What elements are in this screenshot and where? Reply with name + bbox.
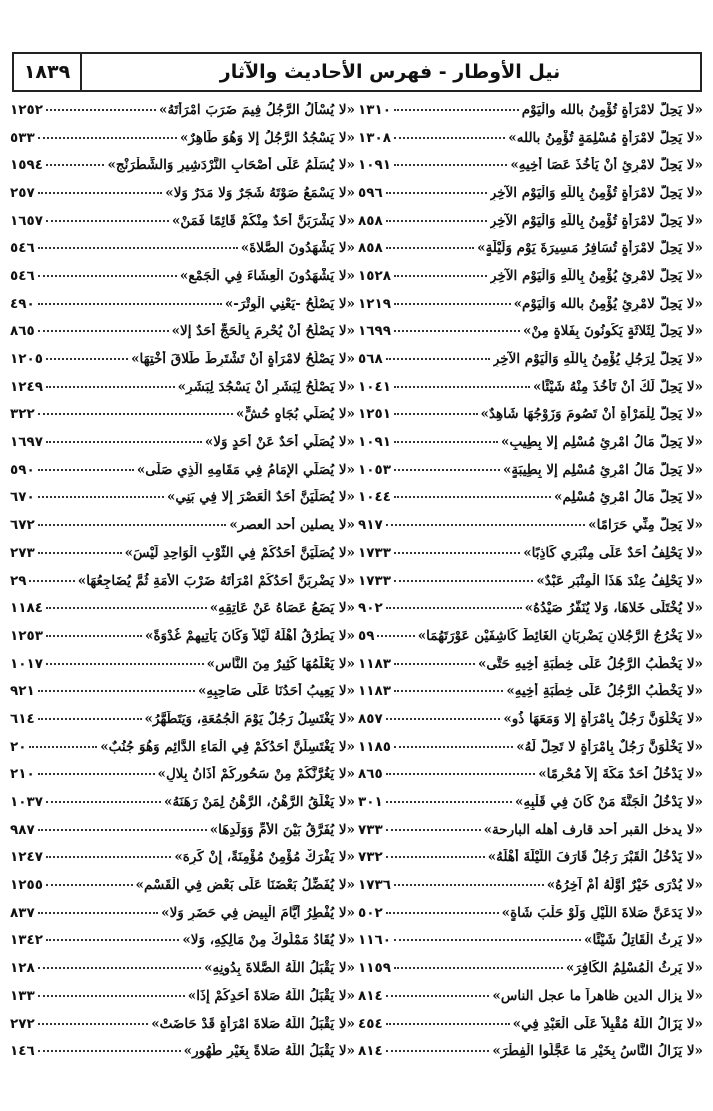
hadith-text: «لا يَقْبَلُ اللَّهُ صَلاةَ امْرَأَةٍ قَدْ حَاضَتْ»	[151, 1015, 355, 1032]
index-entry	[358, 1010, 703, 1038]
dot-leader	[386, 1050, 490, 1052]
index-entry	[10, 733, 355, 761]
page-reference: ٢١٠	[10, 766, 35, 783]
index-entry	[10, 567, 355, 595]
index-entry	[358, 234, 703, 262]
index-entry	[358, 733, 703, 761]
page-reference: ١٠٤١	[358, 378, 391, 395]
index-entry	[10, 290, 355, 318]
index-entry	[358, 954, 703, 982]
dot-leader	[386, 524, 585, 526]
index-entry	[10, 511, 355, 539]
index-entry	[358, 788, 703, 816]
dot-leader	[46, 939, 179, 941]
dot-leader	[38, 552, 122, 554]
page-reference: ١١٦٠	[358, 932, 391, 949]
dot-leader	[38, 718, 142, 720]
page-reference: ٣٢٢	[10, 406, 35, 423]
dot-leader	[46, 663, 204, 665]
hadith-text: «لا يَحِلُّ مَالُ امْرِئٍ مُسْلِمٍ إلا بِطِيبَةٍ»	[502, 461, 703, 478]
page-reference: ١٣٠٨	[358, 129, 391, 146]
hadith-text: «لا يدخل القبر أحد قارف أهله البارحة»	[483, 821, 703, 838]
page-reference: ١٦٥٧	[10, 212, 43, 229]
page-reference: ٨٣٧	[10, 904, 35, 921]
dot-leader	[46, 164, 105, 166]
index-entry	[358, 262, 703, 290]
index-entry	[358, 899, 703, 927]
page-reference: ١٥٢٨	[358, 267, 391, 284]
hadith-text: «لا يَسْمَعُ صَوْتَهُ شَجَرٌ وَلا مَدَرٌ وَلا»	[165, 184, 355, 201]
index-entry	[358, 816, 703, 844]
dot-leader	[46, 607, 207, 609]
hadith-text: «لا يَشْرَبَنَّ أَحَدٌ مِنْكُمْ قَائِمًا فَمَنْ»	[171, 212, 355, 229]
index-entry	[10, 373, 355, 401]
hadith-text: «لا يُدْرَى خَيْرٌ أَوَّلُهُ أَمْ آخِرُهُ»	[546, 877, 703, 894]
index-entry	[10, 484, 355, 512]
page-reference: ٤٩٠	[10, 295, 35, 312]
index-entry	[10, 816, 355, 844]
dot-leader	[38, 413, 233, 415]
index-entry	[358, 871, 703, 899]
hadith-text: «لا يَحِلُّ لِرَجُلٍ يُؤْمِنُ بِاللَّهِ وَالْيَوْمِ الآخِرِ	[492, 351, 703, 368]
page-reference: ١١٥٩	[358, 960, 391, 977]
hadith-text: «لا يَحِلُّ مِنِّي حَرَامًا»	[588, 517, 703, 534]
page-reference: ٣٠١	[358, 794, 383, 811]
index-entry	[10, 124, 355, 152]
hadith-text: «لا يَحِلُّ مَالُ امْرِئٍ مُسْلِمٍ إلا بِطِيبِ»	[501, 434, 703, 451]
index-entry	[358, 982, 703, 1010]
dot-leader	[386, 801, 512, 803]
index-entry	[10, 1010, 355, 1038]
dot-leader	[386, 607, 522, 609]
hadith-text: «لا يُصَلِّيَنَّ أَحَدٌ الْعَصْرَ إلا فِي بَنِي»	[166, 489, 355, 506]
hadith-text: «لا يَضْرِبَنَّ أَحَدُكُمْ امْرَأَتَهُ ضَرْبَ الأَمَةِ ثُمَّ يُضَاجِعُهَا»	[77, 572, 355, 589]
dot-leader	[386, 995, 490, 997]
dot-leader	[377, 635, 414, 637]
dot-leader	[394, 496, 551, 498]
index-entry	[10, 594, 355, 622]
page-reference: ٦٧٠	[10, 489, 35, 506]
dot-leader	[38, 1050, 181, 1052]
dot-leader	[386, 358, 490, 360]
dot-leader	[386, 1023, 510, 1025]
page-reference: ١٠١٧	[10, 655, 43, 672]
hadith-text: «لا يَطْرُقُ أَهْلَهُ لَيْلاً وَكَانَ يَأْتِيهِمْ غُدْوَةً»	[145, 627, 355, 644]
index-entry	[358, 567, 703, 595]
hadith-text: «لا يَعْلَمُهَا كَثِيرٌ مِنَ النَّاسِ»	[206, 655, 355, 672]
dot-leader	[394, 441, 498, 443]
index-entry	[358, 124, 703, 152]
dot-leader	[394, 413, 478, 415]
page-reference: ٤٥٤	[358, 1015, 383, 1032]
page-reference: ١٣٣	[10, 987, 35, 1004]
hadith-text: «لا يَفْرَكْ مُؤْمِنٌ مُؤْمِنَةً، إِنْ كَرِهَ»	[174, 849, 355, 866]
hadith-text: «لا يَخْطُبُ الرَّجُلُ عَلَى خِطْبَةِ أَخِيهِ حَتَّى»	[477, 655, 703, 672]
index-entry	[358, 539, 703, 567]
page-reference: ٢٥٧	[10, 184, 35, 201]
hadith-text: «لا يَحْلِفُ عِنْدَ هَذَا الْمِنْبَرِ عَبْدٌ»	[536, 572, 703, 589]
hadith-text: «لا يَحِلُّ لامْرَأَةٍ مُسْلِمَةٍ تُؤْمِنُ بالله»	[508, 129, 703, 146]
hadith-text: «لا يَحِلُّ لامْرَأَةٍ تُؤْمِنُ بِاللَّهِ وَالْيَوْمِ الآخِرِ	[489, 184, 703, 201]
page-reference: ١٧٣٣	[358, 544, 391, 561]
hadith-text: «لا يزال الدين ظاهراً ما عجل الناس»	[492, 987, 703, 1004]
dot-leader	[38, 995, 185, 997]
dot-leader	[38, 524, 227, 526]
hadith-text: «لا يُصَلِّي أَحَدٌ عَنْ أَحَدٍ وَلا»	[204, 434, 355, 451]
index-entry	[358, 511, 703, 539]
dot-leader	[394, 746, 513, 748]
hadith-text: «لا يَدَعَنَّ صَلاةَ اللَّيْلِ وَلَوْ حَلْبَ شَاةٍ»	[501, 904, 703, 921]
page-reference: ١١٨٤	[10, 600, 43, 617]
page-reference: ١٢٨	[10, 960, 35, 977]
index-entry	[10, 705, 355, 733]
page-reference: ٥٩٠	[10, 461, 35, 478]
dot-leader	[38, 690, 195, 692]
page-reference: ١٥٩٤	[10, 157, 43, 174]
index-entry	[10, 677, 355, 705]
dot-leader	[46, 856, 171, 858]
index-entry	[358, 705, 703, 733]
page-reference: ٢٧٣	[10, 544, 35, 561]
dot-leader	[394, 275, 487, 277]
dot-leader	[46, 801, 161, 803]
hadith-text: «لا يَرِثُ الْقَاتِلُ شَيْئًا»	[584, 932, 703, 949]
index-entry	[10, 622, 355, 650]
hadith-text: «لا يَدْخُلُ الْجَنَّةَ مَنْ كَانَ فِي قَلْبِهِ»	[515, 794, 703, 811]
dot-leader	[386, 829, 481, 831]
page-reference: ٥٤٦	[10, 240, 35, 257]
index-entry	[358, 290, 703, 318]
hadith-text: «لا يَقْبَلُ اللَّهُ صَلاةً بِغَيْرِ طُهُورٍ»	[183, 1043, 355, 1060]
index-entry	[10, 871, 355, 899]
index-entry	[10, 844, 355, 872]
page-reference: ٢٧٢	[10, 1015, 35, 1032]
dot-leader	[38, 967, 201, 969]
page-reference: ١٢٤٧	[10, 849, 43, 866]
dot-leader	[29, 580, 74, 582]
hadith-text: «لا يَحِلُّ مَالُ امْرِئٍ مُسْلِمٍ»	[554, 489, 703, 506]
index-entry	[358, 96, 703, 124]
index-entry	[10, 345, 355, 373]
index-entry	[358, 594, 703, 622]
page-reference: ١٧٣٦	[358, 877, 391, 894]
dot-leader	[394, 967, 563, 969]
page-reference: ٥٩	[358, 627, 375, 644]
dot-leader	[38, 496, 164, 498]
index-entry	[358, 318, 703, 346]
page-reference: ١٢٥٣	[10, 627, 43, 644]
dot-leader	[386, 247, 474, 249]
index-entry	[358, 373, 703, 401]
page-reference: ٨٥٨	[358, 240, 383, 257]
index-entry	[10, 982, 355, 1010]
page-reference: ٩١٧	[358, 517, 383, 534]
hadith-text: «لا يَشْهَدُونَ الْعِشَاءَ فِي الْجَمْعِ»	[179, 267, 355, 284]
dot-leader	[394, 939, 581, 941]
page-reference: ١٤٦	[10, 1043, 35, 1060]
index-entry	[358, 151, 703, 179]
hadith-text: «لا يَغْتَسِلَنَّ أَحَدُكُمْ فِي الْمَاءِ الدَّائِمِ وَهُوَ جُنُبٌ»	[100, 738, 355, 755]
page-reference: ١٢٥٥	[10, 877, 43, 894]
index-entry	[10, 761, 355, 789]
hadith-text: «لا يَصْلُحُ أَنْ يُحْرِمَ بِالْحَجِّ أَحَدٌ إلا»	[171, 323, 355, 340]
hadith-text: «لا يُقَادُ مَمْلُوكٌ مِنْ مَالِكِهِ، وَلا»	[182, 932, 355, 949]
page-reference: ١٢٠٥	[10, 351, 43, 368]
dot-leader	[386, 718, 501, 720]
index-entry	[10, 401, 355, 429]
dot-leader	[46, 358, 128, 360]
dot-leader	[394, 663, 475, 665]
page-number: ١٨٣٩	[14, 54, 82, 90]
dot-leader	[38, 192, 163, 194]
page-reference: ٨٦٥	[10, 323, 35, 340]
index-entry	[358, 927, 703, 955]
page-reference: ٩٨٧	[10, 821, 35, 838]
dot-leader	[386, 912, 499, 914]
dot-leader	[386, 192, 487, 194]
page-reference: ٧٣٣	[358, 821, 383, 838]
page-reference: ١٠٤٤	[358, 489, 391, 506]
page-reference: ٦١٤	[10, 710, 35, 727]
hadith-text: «لا يَرِثُ الْمُسْلِمُ الكَافِرَ»	[565, 960, 703, 977]
page-reference: ١٦٩٩	[358, 323, 391, 340]
hadith-text: «لا يَغْتَسِلُ رَجُلٌ يَوْمَ الْجُمُعَةِ، وَيَتَطَهَّرُ»	[144, 710, 355, 727]
hadith-text: «لا يَقْبَلُ اللَّهُ صَلاةَ أَحَدِكُمْ إِذَا»	[187, 987, 355, 1004]
page-reference: ١١٨٣	[358, 655, 391, 672]
hadith-text: «لا يُصَلِّيَنَّ أَحَدُكُمْ فِي الثَّوْبِ الْوَاحِدِ لَيْسَ»	[124, 544, 355, 561]
page-reference: ٦٧٢	[10, 517, 35, 534]
dot-leader	[38, 1023, 148, 1025]
dot-leader	[394, 303, 511, 305]
dot-leader	[394, 330, 520, 332]
hadith-text: «لا يَخْلُوَنَّ رَجُلٌ بِامْرَأَةٍ إلا وَمَعَهَا ذُو»	[503, 710, 703, 727]
page-reference: ٩٠٢	[358, 600, 383, 617]
hadith-text: «لا يَحِلُّ لِلْمَرْأَةِ أَنْ تَصُومَ وَزَوْجُهَا شَاهِدٌ»	[480, 406, 703, 423]
index-entry	[358, 622, 703, 650]
page-reference: ١٣٤٢	[10, 932, 43, 949]
dot-leader	[394, 164, 507, 166]
dot-leader	[394, 137, 505, 139]
dot-leader	[394, 109, 519, 111]
hadith-text: «لا يَحْلِفُ أَحَدٌ عَلَى مِنْبَرِي كَاذِبًا»	[523, 544, 703, 561]
hadith-text: «لا يَصْلُحُ لامْرَأَةٍ أَنْ تَشْتَرِطَ طَلاقَ أُخْتِهَا»	[131, 351, 355, 368]
index-entry	[10, 539, 355, 567]
page-reference: ١٣١٠	[358, 101, 391, 118]
index-entry	[358, 650, 703, 678]
page-reference: ١٧٣٣	[358, 572, 391, 589]
index-entry	[10, 151, 355, 179]
dot-leader	[29, 746, 97, 748]
page-reference: ٨٥٧	[358, 710, 383, 727]
hadith-text: «لا يَحِلُّ لَكَ أَنْ تَأْخُذَ مِنْهُ شَيْئًا»	[532, 378, 703, 395]
hadith-text: «لا يَخْلُوَنَّ رَجُلٌ بِامْرَأَةٍ لا تَحِلُّ لَهُ»	[516, 738, 703, 755]
hadith-text: «لا يَصْلُحُ لِبَشَرٍ أَنْ يَسْجُدَ لِبَشَرٍ»	[177, 378, 355, 395]
page-reference: ٢٠	[10, 738, 27, 755]
page-reference: ٥٠٢	[358, 904, 383, 921]
index-entry	[10, 1037, 355, 1065]
hadith-text: «لا يُفَرَّقُ بَيْنَ الأُمِّ وَوَلَدِهَا»	[209, 821, 355, 838]
page-reference: ١٠٩١	[358, 157, 391, 174]
page-reference: ١٢١٩	[358, 295, 391, 312]
index-entry	[10, 650, 355, 678]
dot-leader	[386, 856, 485, 858]
hadith-text: «لا يَحِلُّ لامْرَأَةٍ تُسَافِرُ مَسِيرَةَ يَوْمٍ وَلَيْلَةٍ»	[477, 240, 703, 257]
page-reference: ١٢٥٢	[10, 101, 43, 118]
dot-leader	[394, 690, 503, 692]
page-reference: ٨٦٥	[358, 766, 383, 783]
index-entry	[10, 428, 355, 456]
index-entry	[10, 456, 355, 484]
index-entry	[358, 761, 703, 789]
page-reference: ١١٨٣	[358, 683, 391, 700]
index-entry	[10, 954, 355, 982]
hadith-text: «لا يُصَلِّي بُجَاهٍ حُشٍّ»	[235, 406, 355, 423]
index-entry	[10, 179, 355, 207]
page-reference: ٨١٤	[358, 1043, 383, 1060]
dot-leader	[38, 137, 177, 139]
index-entry	[10, 262, 355, 290]
hadith-text: «لا يَضَعُ عَصَاهُ عَنْ عَاتِقِهِ»	[209, 600, 355, 617]
index-entry	[10, 899, 355, 927]
hadith-text: «لا يَحِلُّ لامْرَأَةٍ تُؤْمِنُ بالله والْيَوْمِ	[521, 101, 703, 118]
hadith-text: «لا يَشْهَدُونَ الصَّلاةَ»	[240, 240, 355, 257]
dot-leader	[38, 275, 177, 277]
hadith-text: «لا يَحِلُّ لامْرِئٍ يُؤْمِنُ بالله وَالْيَوْمِ»	[513, 295, 703, 312]
hadith-text: «لا يُصَلِّي الإِمَامُ فِي مَقَامِهِ الَّذِي صَلَّى»	[136, 461, 355, 478]
hadith-text: «لا يَخْطُبُ الرَّجُلُ عَلَى خِطْبَةِ أَخِيهِ»	[506, 683, 703, 700]
hadith-text: «لا يَحِلُّ لامْرِئٍ أَنْ يَأْخُذَ عَصَا أَخِيهِ»	[510, 157, 703, 174]
dot-leader	[46, 220, 169, 222]
page-reference: ٨٥٨	[358, 212, 383, 229]
hadith-text: «لا يُخْتَلَى خَلاهَا، وَلا يُنَفَّرُ صَيْدُهُ»	[524, 600, 703, 617]
page-reference: ١٦٩٧	[10, 434, 43, 451]
dot-leader	[38, 330, 169, 332]
hadith-text: «لا يَحِلُّ لِثَلاثَةٍ يَكُونُونَ بِفَلاةٍ مِنْ»	[522, 323, 703, 340]
index-entry	[358, 484, 703, 512]
hadith-text: «لا يَغْلَقُ الرَّهْنُ، الرَّهْنُ لِمَنْ رَهَنَهُ»	[164, 794, 355, 811]
hadith-text: «لا يُفْطِرُ أَيَّامَ الْبِيضِ فِي حَضَرٍ وَلا»	[161, 904, 355, 921]
hadith-text: «لا يَحِلُّ لامْرَأَةٍ تُؤْمِنُ بِاللَّهِ وَالْيَوْمِ الآخِرِ	[489, 212, 703, 229]
index-entry	[358, 1037, 703, 1065]
dot-leader	[394, 580, 533, 582]
page-reference: ٧٣٢	[358, 849, 383, 866]
index-column-left	[10, 96, 355, 1065]
page-reference: ١٢٥١	[358, 406, 391, 423]
page-reference: ١٠٩١	[358, 434, 391, 451]
page-reference: ١١٨٥	[358, 738, 391, 755]
dot-leader	[394, 552, 520, 554]
index-entry	[358, 844, 703, 872]
dot-leader	[38, 829, 207, 831]
index-entry	[10, 788, 355, 816]
index-entry	[10, 96, 355, 124]
dot-leader	[46, 109, 156, 111]
hadith-text: «لا يَزَالُ اللَّهُ مُقْبِلاً عَلَى الْعَبْدِ فِي»	[512, 1015, 703, 1032]
hadith-text: «لا يُسَلِّمُ عَلَى أَصْحَابِ النَّرْدَشِيرِ وَالشِّطْرَنْجِ»	[107, 157, 355, 174]
hadith-text: «لا يَصْلُحُ -يَعْنِي الْوِتْرَ-»	[224, 295, 355, 312]
index-entry	[358, 345, 703, 373]
dot-leader	[38, 469, 134, 471]
page-reference: ١٠٣٧	[10, 794, 43, 811]
index-entry	[10, 234, 355, 262]
page-reference: ٥٩٦	[358, 184, 383, 201]
page-reference: ٨١٤	[358, 987, 383, 1004]
page-reference: ٥٤٦	[10, 267, 35, 284]
page-reference: ١٢٤٩	[10, 378, 43, 395]
dot-leader	[38, 773, 155, 775]
hadith-text: «لا يصلين أحد العصر»	[229, 517, 355, 534]
index-entry	[358, 179, 703, 207]
page-header	[12, 52, 702, 92]
page-reference: ٢٩	[10, 572, 27, 589]
index-entry	[358, 428, 703, 456]
index-entry	[10, 207, 355, 235]
page-reference: ٥٦٨	[358, 351, 383, 368]
index-entry	[10, 318, 355, 346]
dot-leader	[46, 635, 142, 637]
page-reference: ٥٣٣	[10, 129, 35, 146]
dot-leader	[394, 469, 500, 471]
index-entry	[358, 401, 703, 429]
dot-leader	[46, 441, 202, 443]
dot-leader	[38, 912, 158, 914]
hadith-text: «لا يَقْبَلُ اللَّهُ الصَّلاةَ بِدُونِهِ»	[204, 960, 355, 977]
dot-leader	[386, 220, 487, 222]
page-reference: ٩٢١	[10, 683, 35, 700]
dot-leader	[38, 247, 238, 249]
dot-leader	[394, 884, 544, 886]
dot-leader	[46, 386, 175, 388]
index-entry	[358, 677, 703, 705]
index-entry	[358, 456, 703, 484]
index-entry	[358, 207, 703, 235]
hadith-text: «لا يُسْأَلُ الرَّجُلُ فِيمَ ضَرَبَ امْرَأَتَهُ»	[159, 101, 355, 118]
hadith-text: «لا يَغُرَّنَّكُمْ مِنْ سَحُورِكُمْ أَذَانُ بِلالٍ»	[157, 766, 355, 783]
hadith-text: «لا يُفَضِّلُ بَعْضَنَا عَلَى بَعْضٍ فِي الْقَسْمِ»	[135, 877, 355, 894]
hadith-text: «لا يَزَالُ النَّاسُ بِخَيْرٍ مَا عَجَّلُوا الْفِطْرَ»	[492, 1043, 703, 1060]
page-reference: ١٠٥٣	[358, 461, 391, 478]
dot-leader	[394, 386, 530, 388]
hadith-text: «لا يَحِلُّ لامْرِئٍ يُؤْمِنُ بِاللَّهِ وَالْيَوْمِ الآخِرِ	[490, 267, 703, 284]
dot-leader	[386, 773, 535, 775]
hadith-text: «لا يَدْخُلُ أَحَدٌ مَكَّةَ إلاَّ مُحْرِمًا»	[538, 766, 703, 783]
page-title: نيل الأوطار - فهرس الأحاديث والآثار	[219, 61, 561, 83]
hadith-text: «لا يَسْجُدُ الرَّجُلُ إلا وَهُوَ طَاهِرٌ»	[179, 129, 355, 146]
dot-leader	[46, 884, 133, 886]
index-entry	[10, 927, 355, 955]
hadith-text: «لا يَعِيبُ أَحَدُنَا عَلَى صَاحِبِهِ»	[197, 683, 355, 700]
hadith-text: «لا يَدْخُلُ الْقَبْرَ رَجُلٌ قَارَفَ اللَّيْلَةَ أَهْلَهُ»	[487, 849, 703, 866]
hadith-text: «لا يَخْرُجُ الرَّجُلانِ يَضْرِبَانِ الغَائِطَ كَاشِفَيْنِ عَوْرَتَهُمَا»	[417, 627, 703, 644]
dot-leader	[38, 303, 222, 305]
index-column-right	[358, 96, 703, 1065]
